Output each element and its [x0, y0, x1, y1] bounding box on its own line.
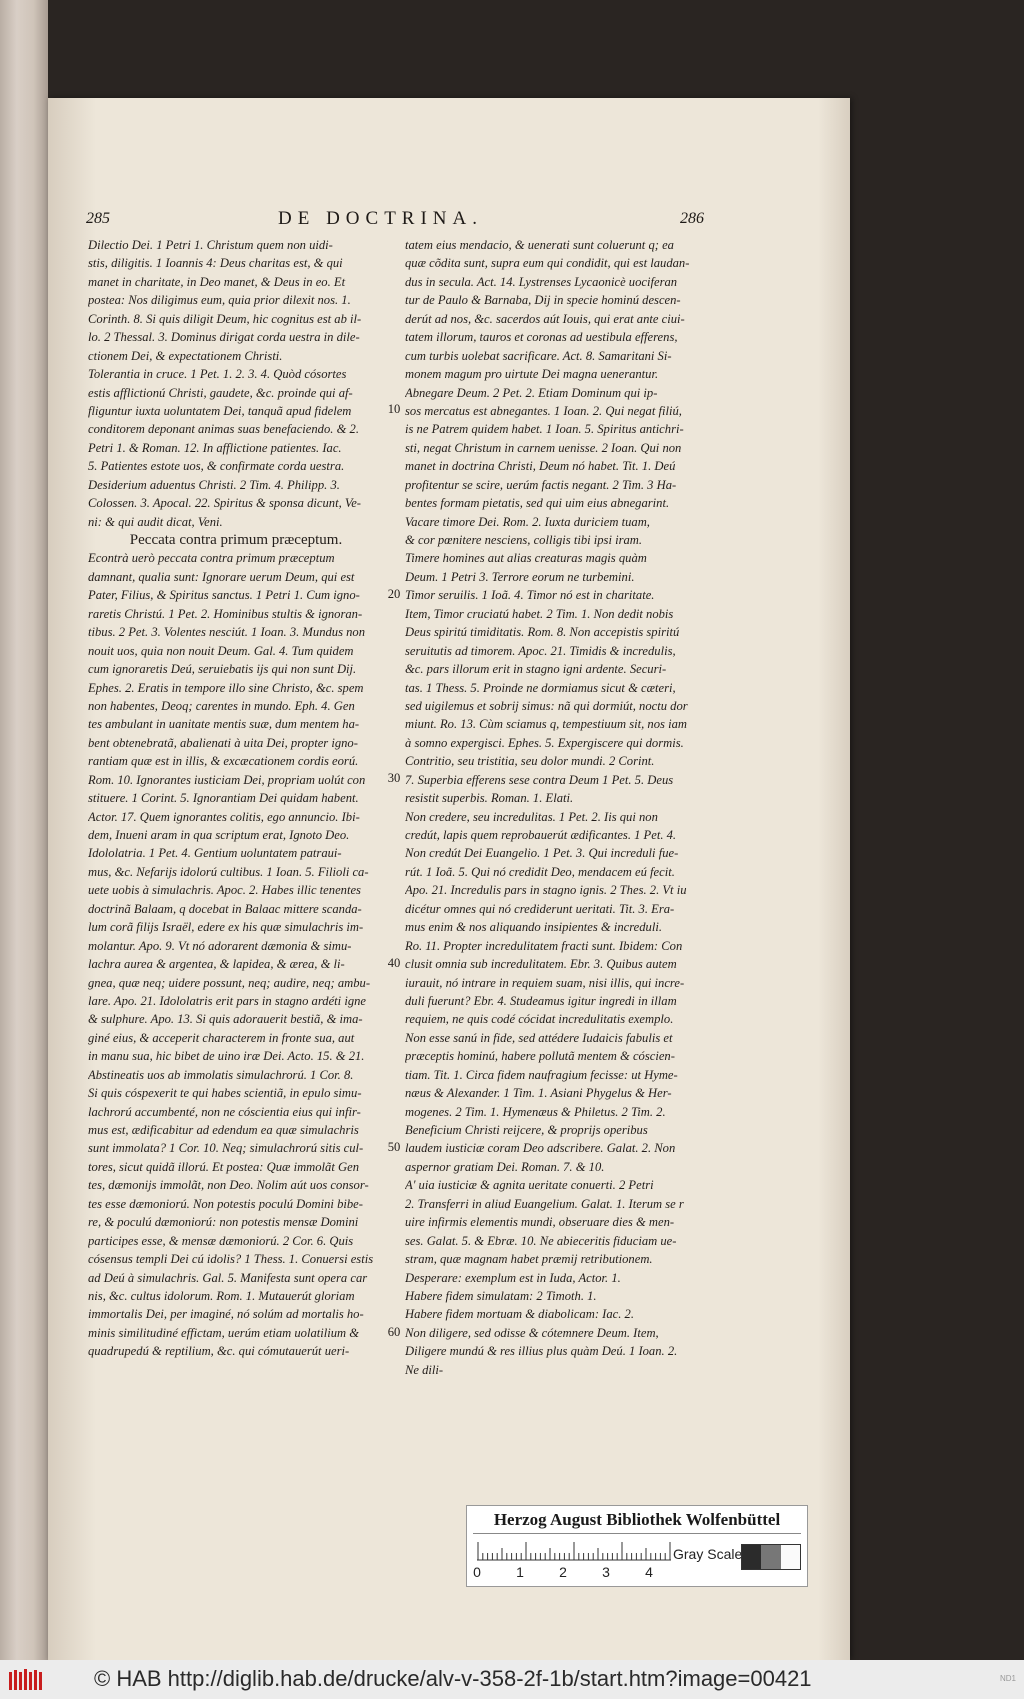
text-line: & cor pœnitere nesciens, colligis tibi ipsi iram.: [405, 533, 643, 547]
text-line: Beneficium Christi reijcere, & proprijs operibus: [405, 1123, 648, 1137]
text-line: Deum. 1 Petri 3. Terrore eorum ne turbemini.: [405, 569, 635, 584]
text-line: cum turbis uolebat sacrificare. Act. 8. Samaritani Si-: [405, 348, 672, 363]
book-spine: [0, 0, 48, 1660]
text-line: Deus spiritú timiditatis. Rom. 8. Non accepistis spiritú: [405, 625, 680, 640]
text-line: mus enim & nos aliquando insipientes & increduli.: [405, 920, 662, 935]
line-number: 50: [387, 1140, 401, 1155]
text-line: requiem, ne quis codé cócidat incredulitatis exemplo.: [405, 1012, 674, 1027]
text-line: manet in charitate, in Deo manet, & Deus in eo. Et: [88, 274, 346, 289]
text-line: à somno expergisci. Ephes. 5. Expergiscere qui dormis.: [405, 735, 684, 750]
text-line: sti, negat Christum in carnem uenisse. 2 Ioan. Qui non: [405, 440, 682, 455]
text-line: resistit superbis. Roman. 1. Elati.: [405, 791, 574, 806]
text-line: 2. Transferri in aliud Euangelium. Galat. 1. Iterum se r: [405, 1196, 684, 1211]
text-line: seruitutis ad timorem. Apoc. 21. Timidis & incredulis,: [405, 643, 676, 658]
text-line: Habere fidem simulatam: 2 Timoth. 1.: [405, 1288, 597, 1303]
line-number: 10: [387, 402, 401, 417]
ruler-label-1: 1: [516, 1564, 524, 1580]
text-line: Contritio, seu tristitia, seu dolor mundi. 2 Corint.: [405, 754, 655, 769]
text-line: mus est, ædificabitur ad edendum ea quæ simulachris: [88, 1123, 359, 1137]
text-line: Non diligere, sed odisse & cótemnere Deum. Item,: [405, 1325, 659, 1340]
text-line: 5. Patientes estote uos, & confirmate corda uestra.: [88, 459, 345, 474]
ruler-label-4: 4: [645, 1564, 653, 1580]
text-line: tatem eius mendacio, & uenerati sunt coluerunt q; ea: [405, 238, 674, 252]
text-line: rút. 1 Ioã. 5. Qui nó credidit Deo, mendacem eú fecit.: [405, 864, 675, 879]
ruler-label-0: 0: [473, 1564, 481, 1580]
text-line: derút ad nos, &c. sacerdos aút Iouis, qui erat ante ciui-: [405, 311, 685, 326]
text-line: minis similitudiné effictam, uerúm etiam uolatilium &: [88, 1325, 360, 1340]
text-line: gnea, quæ neq; uidere possunt, neq; audire, neq; ambu-: [88, 975, 371, 990]
line-number: 20: [387, 586, 401, 601]
text-line: credút, lapis quem reprobauerút ædificantes. 1 Pet. 4.: [405, 828, 677, 842]
text-line: Ne dili-: [405, 1362, 444, 1377]
text-line: Si quis cóspexerit te qui habes scientiã, in epulo simu-: [88, 1086, 362, 1101]
left-text-column: [88, 236, 384, 1361]
text-line: laudem iusticiæ coram Deo adscribere. Galat. 2. Non: [405, 1141, 676, 1156]
text-line: Corinth. 8. Si quis diligit Deum, hic cognitus est ab il-: [88, 311, 362, 326]
gray-swatch-mid: [761, 1545, 780, 1569]
text-line: Abstineatis uos ab immolatis simulachrorú. 1 Cor. 8.: [88, 1067, 354, 1082]
text-line: bentes formam pietatis, sed qui uim eius abnegarint.: [405, 496, 670, 511]
text-line: fliguntur iuxta uoluntatem Dei, tanquã apud fidelem: [88, 403, 352, 418]
line-number: 60: [387, 1324, 401, 1339]
text-line: tes, dæmonijs immolãt, non Deo. Nolim aút uos consor-: [88, 1178, 369, 1193]
text-line: manet in doctrina Christi, Deum nó habet. Tit. 1. Deú: [405, 459, 676, 474]
ruler-label-2: 2: [559, 1564, 567, 1580]
text-line: tatem illorum, tauros et coronas ad uestibula efferens,: [405, 330, 678, 345]
text-line: dus in secula. Act. 14. Lystrenses Lycaonicè uociferan: [405, 274, 678, 289]
page-header: [86, 208, 704, 234]
text-line: is ne Patrem quidem habet. 1 Ioan. 5. Spiritus antichri-: [405, 422, 684, 437]
text-line: Peccata contra primum præceptum.: [129, 532, 343, 548]
text-line: Ephes. 2. Eratis in tempore illo sine Christo, &c. spem: [88, 680, 364, 695]
text-line: Item, Timor cruciatú habet. 2 Tim. 1. Non dedit nobis: [405, 606, 674, 621]
text-line: præceptis hominú, habere pollutã mentem & cóscien-: [405, 1049, 675, 1064]
gray-swatch-white: [781, 1545, 800, 1569]
text-line: sos mercatus est abnegantes. 1 Ioan. 2. Qui negat filiú,: [405, 403, 682, 418]
text-line: Non credút Dei Euangelio. 1 Pet. 3. Qui increduli fue-: [405, 846, 679, 861]
text-line: uire infirmis elementis mundi, obseruare dies & men-: [405, 1215, 675, 1230]
footer-mark: ND1: [999, 1674, 1016, 1683]
text-line: &c. pars illorum erit in stagno igni ardente. Securi-: [405, 662, 667, 677]
text-line: Timere homines aut alias creaturas magis quàm: [405, 551, 647, 566]
text-line: Non esse sanú in fide, sed attédere Iudaicis fabulis et: [405, 1030, 673, 1045]
gray-swatch-black: [742, 1545, 761, 1569]
text-line: raretis Christú. 1 Pet. 2. Hominibus stultis & ignoran-: [88, 606, 363, 621]
text-line: damnant, qualia sunt: Ignorare uerum Deum, qui est: [88, 569, 355, 584]
text-line: rantiam quæ est in illis, & excæcationem cordis eorú.: [88, 754, 359, 769]
text-line: lare. Apo. 21. Idololatris erit pars in stagno ardéti igne: [88, 993, 366, 1008]
text-line: iurauit, nó intrare in requiem suam, nisi illis, qui incre-: [405, 975, 685, 990]
text-line: immortalis Dei, per imaginé, nó solúm ad mortalis ho-: [88, 1307, 364, 1322]
line-number: 30: [387, 771, 401, 786]
text-line: monem magum pro uirtute Dei magna uenerantur.: [405, 367, 659, 382]
text-line: 7. Superbia efferens sese contra Deum 1 Pet. 5. Deus: [405, 772, 674, 787]
text-line: quadrupedú & reptilium, &c. qui cómutauerút ueri-: [88, 1344, 350, 1359]
text-line: nouit uos, quia non nouit Deum. Gal. 4. Tum quidem: [88, 643, 354, 658]
scale-ruler: [477, 1540, 671, 1562]
line-number: 40: [387, 955, 401, 970]
text-line: Tolerantia in cruce. 1 Pet. 1. 2. 3. 4. Quòd cósortes: [88, 367, 347, 382]
text-line: stis, diligitis. 1 Ioannis 4: Deus charitas est, & qui: [88, 256, 343, 271]
text-line: Apo. 21. Incredulis pars in stagno ignis. 2 Thes. 2. Vt iu: [405, 883, 687, 898]
hab-logo-icon: [8, 1668, 46, 1692]
text-line: Vacare timore Dei. Rom. 2. Iuxta duriciem tuam,: [405, 514, 650, 529]
text-line: in manu sua, hic bibet de uino iræ Dei. Acto. 15. & 21.: [88, 1049, 365, 1064]
text-line: Dilectio Dei. 1 Petri 1. Christum quem non uidi-: [88, 238, 333, 252]
text-line: Colossen. 3. Apocal. 22. Spiritus & sponsa dicunt, Ve-: [88, 496, 361, 511]
text-line: tes esse dæmoniorú. Non potestis poculú Domini bibe-: [88, 1196, 363, 1211]
text-line: molantur. Apo. 9. Vt nó adorarent dæmonia & simu-: [88, 938, 352, 953]
text-line: mogenes. 2 Tim. 1. Hymenæus & Philetus. 2 Tim. 2.: [405, 1104, 666, 1119]
text-line: nis, &c. cultus idolorum. Rom. 1. Mutauerút gloriam: [88, 1288, 355, 1303]
text-line: ad Deú à simulachris. Gal. 5. Manifesta sunt opera car: [88, 1270, 368, 1285]
text-line: tes ambulant in uanitate mentis suæ, dum mentem ha-: [88, 717, 360, 732]
text-line: Non credere, seu incredulitas. 1 Pet. 2. Iis qui non: [405, 809, 658, 824]
text-line: re, & poculú dæmoniorú: non potestis mensæ Domini: [88, 1215, 359, 1230]
text-line: tur de Paulo & Barnaba, Dij in specie hominú descen-: [405, 293, 681, 308]
text-line: ctionem Dei, & expectationem Christi.: [88, 348, 283, 363]
gray-scale-swatches: [741, 1544, 801, 1570]
text-line: næus & Alexander. 1 Tim. 1. Asiani Phygelus & Her-: [405, 1086, 672, 1101]
text-line: Pater, Filius, & Spiritus sanctus. 1 Petri 1. Cum igno-: [88, 588, 360, 603]
text-line: dem, Inueni aram in qua scriptum erat, Ignoto Deo.: [88, 828, 350, 842]
text-line: Actor. 17. Quem ignorantes colitis, ego annuncio. Ibi-: [88, 809, 360, 824]
text-line: stram, quæ magnam habet præmij retributionem.: [405, 1252, 653, 1267]
text-line: profitentur se scire, uerúm factis negant. 2 Tim. 3 Ha-: [405, 477, 677, 492]
text-line: miunt. Ro. 13. Cùm sciamus q, tempestiuum sit, nos iam: [405, 717, 687, 732]
text-line: & sulphure. Apo. 13. Si quis adorauerit bestiã, & ima-: [88, 1012, 363, 1027]
text-line: estis afflictionú Christi, gaudete, &c. proinde qui af-: [88, 385, 353, 400]
page-number-left: 285: [86, 210, 110, 227]
copyright-url[interactable]: © HAB http://diglib.hab.de/drucke/alv-v-358-2f-1b/start.htm?image=00421: [94, 1666, 812, 1691]
text-line: tibus. 2 Pet. 3. Volentes nesciút. 1 Ioan. 3. Mundus non: [88, 625, 366, 640]
text-line: bent obtenebratã, abalienati à uita Dei, propter igno-: [88, 735, 358, 750]
text-line: Econtrà uerò peccata contra primum præceptum: [88, 551, 335, 566]
library-name: Herzog August Bibliothek Wolfenbüttel: [493, 1510, 781, 1529]
text-line: tas. 1 Thess. 5. Proinde ne dormiamus sicut & cæteri,: [405, 680, 676, 695]
text-line: Petri 1. & Roman. 12. In afflictione patientes. Iac.: [88, 440, 342, 455]
text-line: non habentes, Deoq; carentes in mundo. Eph. 4. Gen: [88, 698, 355, 713]
text-line: tores, sicut quidã illorú. Et postea: Quæ immolãt Gen: [88, 1159, 359, 1174]
text-line: postea: Nos diligimus eum, quia prior dilexit nos. 1.: [88, 293, 351, 308]
text-line: aspernor gratiam Dei. Roman. 7. & 10.: [405, 1159, 605, 1174]
running-title: DE DOCTRINA.: [278, 208, 483, 229]
text-line: Desperare: exemplum est in Iuda, Actor. 1.: [405, 1270, 621, 1285]
text-line: sunt immolata? 1 Cor. 10. Neq; simulachrorú sitis cul-: [88, 1141, 364, 1156]
text-line: lachrorú accumbenté, non ne cóscientia eius qui infir-: [88, 1104, 361, 1119]
right-text-column: [405, 236, 697, 1379]
text-line: giné eius, & acceperit characterem in fronte sua, aut: [88, 1030, 355, 1045]
text-line: mus, &c. Nefarijs idolorú cultibus. 1 Ioan. 5. Filioli ca-: [88, 864, 369, 879]
text-line: Rom. 10. Ignorantes iusticiam Dei, propriam uolút con: [88, 772, 366, 787]
text-line: ni: & qui audit dicat, Veni.: [88, 514, 223, 529]
text-line: ses. Galat. 5. & Ebræ. 10. Ne abieceritis fiduciam ue-: [405, 1233, 677, 1248]
text-line: clusit omnia sub incredulitatem. Ebr. 3. Quibus autem: [405, 957, 677, 972]
text-line: Idololatria. 1 Pet. 4. Gentium uoluntatem patraui-: [88, 846, 342, 861]
text-line: cum ignoraretis Deú, seruiebatis ijs qui non sunt Dij.: [88, 662, 357, 677]
text-line: duli fuerunt? Ebr. 4. Studeamus igitur ingredi in illam: [405, 993, 677, 1008]
text-line: Timor seruilis. 1 Ioã. 4. Timor nó est in charitate.: [405, 588, 655, 603]
text-line: Abnegare Deum. 2 Pet. 2. Etiam Dominum qui ip-: [405, 385, 658, 400]
text-line: cósensus templi Dei cú idolis? 1 Thess. 1. Conuersi estis: [88, 1252, 374, 1267]
gray-scale-label: Gray Scale: [673, 1546, 743, 1562]
text-line: dicétur omnes qui nó crediderunt ueritati. Tit. 3. Era-: [405, 901, 675, 916]
bar-divider: [473, 1533, 801, 1534]
text-line: tiam. Tit. 1. Circa fidem naufragium fecisse: ut Hyme-: [405, 1067, 678, 1082]
text-line: Desiderium aduentus Christi. 2 Tim. 4. Philipp. 3.: [88, 477, 340, 492]
text-line: quæ cõdita sunt, supra eum qui condidit, qui est laudan-: [405, 256, 690, 271]
page-number-right: 286: [680, 210, 704, 227]
text-line: conditorem deponant animas suas benefaciendo. & 2.: [88, 422, 359, 437]
text-line: participes esse, & mensæ dæmoniorú. 2 Cor. 6. Quis: [88, 1233, 354, 1248]
text-line: lum corã filijs Israël, edere ex his quæ simulachris im-: [88, 920, 364, 935]
color-reference-bar: [466, 1505, 808, 1587]
text-line: doctrinã Balaam, q docebat in Balaac mittere scanda-: [88, 901, 362, 916]
ruler-label-3: 3: [602, 1564, 610, 1580]
text-line: uete uobis à simulachris. Apoc. 2. Habes illic tenentes: [88, 883, 361, 898]
text-line: lachra aurea & argentea, & lapidea, & ærea, & li-: [88, 957, 345, 972]
text-line: Diligere mundú & res illius plus quàm Deú. 1 Ioan. 2.: [405, 1344, 678, 1359]
text-line: lo. 2 Thessal. 3. Dominus dirigat corda uestra in dile-: [88, 330, 360, 345]
text-line: sed uigilemus et sobrij simus: nã qui dormiút, noctu dor: [405, 698, 688, 713]
text-line: Ro. 11. Propter incredulitatem fracti sunt. Ibidem: Con: [405, 938, 683, 953]
footer-bar: [0, 1660, 1024, 1699]
text-line: A' uia iusticiæ & agnita ueritate conuerti. 2 Petri: [405, 1178, 654, 1193]
text-line: stituere. 1 Corint. 5. Ignorantiam Dei quidam habent.: [88, 791, 359, 806]
text-line: Habere fidem mortuam & diabolicam: Iac. 2.: [405, 1307, 634, 1322]
